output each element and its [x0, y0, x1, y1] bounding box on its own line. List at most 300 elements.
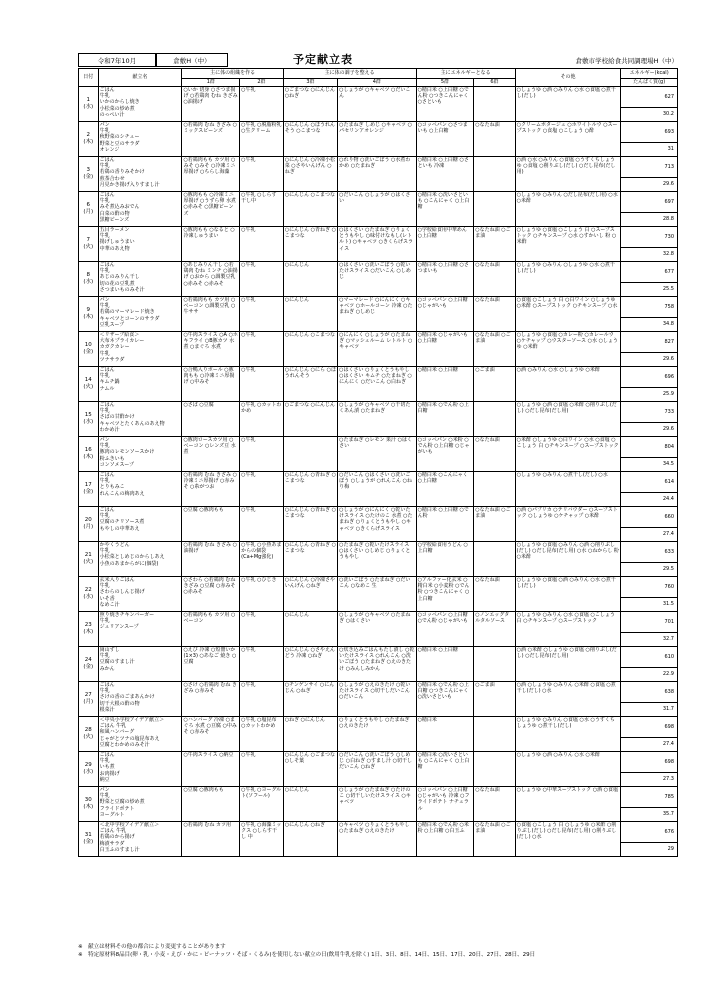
- col-g3b: 6群: [474, 79, 515, 87]
- protein-value: 22.9: [621, 668, 678, 682]
- energy-value: 785: [621, 787, 678, 808]
- food-group-g3: ○にんじん ○青ねぎ ○こまつな: [283, 542, 337, 577]
- weekday: (金): [83, 839, 94, 845]
- dish-name: ジュリアンスープ: [99, 624, 139, 631]
- dish-name: 豚肉のレモンソースかけ: [99, 449, 155, 456]
- food-group-other: ○しょうゆ ○みりん ○煮干し(だし) ○水: [515, 472, 621, 507]
- food-group-g6: ○ノンエッグタルタルソース: [474, 612, 515, 647]
- food-group-g2: ○牛乳 ○小魚あまからの個袋(Ca+Mg強化): [240, 542, 284, 577]
- energy-value: 733: [621, 402, 678, 423]
- food-group-g6: ○なたね油: [474, 437, 515, 472]
- dish-name: 若鶏のから揚げ: [99, 834, 135, 841]
- food-group-g6: [474, 87, 515, 122]
- food-group-g5: ○精白米 ○じゃがいも ○上白糖: [416, 332, 474, 367]
- dish-cell: [98, 87, 182, 122]
- dish-name: ごはん 牛乳: [99, 723, 127, 730]
- day-number: 10: [84, 342, 92, 348]
- weekday: (水): [83, 769, 94, 775]
- dish-cell: [98, 332, 182, 367]
- dish-name: 小魚のあまからがに(個袋): [99, 560, 159, 567]
- food-group-g1: ○若鶏肉 むね きざみ ○ミックスビーンズ: [182, 122, 240, 157]
- food-group-other: ○酒 ○しょうゆ ○みりん ○米酢 ○食塩 ○煮干し(だし) ○水: [515, 682, 621, 717]
- table-row: [79, 472, 678, 493]
- table-row: [79, 437, 678, 458]
- dish-name: 豆乳スープ: [99, 321, 125, 328]
- food-group-g2: ○牛乳: [240, 227, 284, 262]
- food-group-g2: ○牛乳 ○塩昆布 ○カットわかめ: [240, 717, 284, 752]
- col-g1a: 1群: [182, 79, 240, 87]
- food-group-other: ○しょうゆ ○食塩 ○みりん ○酒 ○削りぶし(だし) ○だし昆布(だし用) ○水 ○ねからし 粉 ○米酢: [515, 542, 621, 577]
- day-cell: [79, 577, 99, 612]
- day-number: 29: [84, 762, 92, 768]
- food-group-g4: ○しょうが ○キャベツ ○たまねぎ ○はくさい: [338, 612, 416, 647]
- day-number: 9: [86, 307, 91, 313]
- weekday: (木): [83, 804, 94, 810]
- food-group-g4: ○にんにく ○しょうが ○たまねぎ ○マッシュルーム レトルト ○キャベツ: [338, 332, 416, 367]
- dish-name: 白菜の酢の物: [99, 210, 130, 217]
- day-cell: [79, 402, 99, 437]
- dish-name: 岡山ずし: [99, 647, 120, 653]
- col-dish: 献立名: [98, 69, 182, 87]
- food-group-g2: ○牛乳 ○ヨーグルト(ソフール): [240, 787, 284, 822]
- dish-name: みそ煮込みおでん: [99, 204, 140, 211]
- dish-name: 牛乳: [99, 350, 110, 357]
- dish-name: 牛乳: [99, 618, 110, 625]
- dish-name: 和風ハンバーグ: [99, 729, 135, 736]
- dish-name: ＜北中学校アイデア献立＞: [99, 822, 160, 828]
- protein-value: 31.7: [621, 703, 678, 717]
- food-group-g5: ○精白米 ○でん粉 ○上白糖: [416, 402, 474, 437]
- weekday: (木): [83, 629, 94, 635]
- food-group-g1: ○えび 冷凍 ○短冊いか (1×3) ○あなご 焼き ○豆腐: [182, 647, 240, 682]
- col-protein: たんぱく質(g): [621, 79, 678, 87]
- food-group-g4: ○たまねぎ しめじ ○キャベツ ○パセリンアオレンジ: [338, 122, 416, 157]
- food-group-g3: ○にんじん ○にら ○ほうれんそう: [283, 367, 337, 402]
- dish-name: 野菜と豆腐の炒め煮: [99, 799, 145, 806]
- table-row: [79, 262, 678, 283]
- table-row: [79, 647, 678, 668]
- food-group-g1: ○合鴨入りボール ○豚肉もも ○冷凍ミニ厚揚げ ○中みそ: [182, 367, 240, 402]
- energy-value: 638: [621, 682, 678, 703]
- header: [78, 53, 678, 67]
- protein-value: 25.9: [621, 388, 678, 402]
- day-number: 31: [84, 832, 92, 838]
- energy-value: 698: [621, 752, 678, 773]
- dish-name: 切干大根の酢の物: [99, 700, 140, 707]
- day-cell: [79, 717, 99, 752]
- dish-name: ごはん: [99, 367, 115, 373]
- table-row: [79, 787, 678, 808]
- dish-name: ごはん: [99, 682, 115, 688]
- dish-name: オレンジ: [99, 146, 120, 153]
- dish-name: 玄米入りごはん: [99, 577, 135, 583]
- dish-name: ごはん: [99, 402, 115, 408]
- food-group-g5: ○精白米: [416, 717, 474, 752]
- dish-name: 牛乳: [99, 548, 110, 555]
- dish-name: 牛乳: [99, 268, 110, 275]
- dish-name: わかめ汁: [99, 426, 120, 433]
- weekday: (月): [83, 524, 94, 530]
- energy-value: 677: [621, 262, 678, 283]
- food-group-g1: ○若鶏肉 むね きざみ ○冷凍ミニ厚揚げ ○赤みそ ○糸がつお: [182, 472, 240, 507]
- weekday: (金): [83, 664, 94, 670]
- food-group-g2: ○牛乳 ○しらす 干し中: [240, 192, 284, 227]
- food-group-g1: ○牛肉スライス ○納豆: [182, 752, 240, 787]
- food-group-g2: ○牛乳: [240, 682, 284, 717]
- school-label: 倉敷H（中）: [156, 53, 228, 67]
- day-number: 28: [84, 727, 92, 733]
- food-group-g1: ○さわら ○若鶏肉 むね きざみ ○豆腐 ○赤みそ ○赤みそ: [182, 577, 240, 612]
- food-group-g4: ○はくさい ○たまねぎ ○りょくとうもやし ○味付けなもし(レトルト) ○キャベツ ○きくらげスライス: [338, 227, 416, 262]
- food-group-g2: ○牛乳 ○脱脂粉乳 ○生クリーム: [240, 122, 284, 157]
- dish-name: ツナサラダ: [99, 356, 125, 363]
- table-row: [79, 157, 678, 178]
- dish-name: 牛乳: [99, 688, 110, 695]
- weekday: (月): [83, 209, 94, 215]
- dish-name: 若鶏の香りみそかけ: [99, 169, 145, 176]
- food-group-g4: ○りょくとうもやし ○たまねぎ ○えのきたけ: [338, 717, 416, 752]
- food-group-other: ○酒 ○米酢 ○しょうゆ ○食塩 ○削りぶし(だし) ○だし昆布(だし用): [515, 647, 621, 682]
- dish-name: かやくうどん: [99, 542, 130, 548]
- food-group-g1: ○若鶏肉 むね きざみ ○油揚げ: [182, 542, 240, 577]
- dish-name: さわらのしんじ揚げ: [99, 589, 145, 596]
- dish-name: 牛乳: [99, 793, 110, 800]
- dish-name: 納豆: [99, 776, 110, 783]
- dish-cell: [98, 612, 182, 647]
- food-group-g4: ○だいこん ○はくさい ○洗いごぼう ○しょうが ○れんこん ○ねり梅: [338, 472, 416, 507]
- day-number: 22: [84, 587, 92, 593]
- food-group-g6: [474, 192, 515, 227]
- food-group-g3: ○にんじん ○青ねぎ ○こまつな: [283, 472, 337, 507]
- day-cell: [79, 192, 99, 227]
- col-group3: 主にエネルギーとなる: [416, 69, 515, 79]
- day-cell: [79, 472, 99, 507]
- food-group-g3: ○にんじん ○ねぎ: [283, 822, 337, 857]
- food-group-g4: ○しょうが ○にんにく ○乾いたけスライス ○たけのこ 水煮 ○たまねぎ ○りょくとうもやし ○キャベツ ○きくらげスライス: [338, 507, 416, 542]
- day-number: 7: [86, 237, 91, 243]
- weekday: (水): [83, 104, 94, 110]
- food-group-g4: ○しょうが ○えのきたけ ○乾いたけスライス ○切干しだいこん ○だいこん: [338, 682, 416, 717]
- weekday: (金): [83, 349, 94, 355]
- table-row: [79, 542, 678, 563]
- table-row: [79, 682, 678, 703]
- protein-value: 29: [621, 843, 678, 857]
- food-group-other: ○しょうゆ ○食塩 ○酒 ○みりん ○水 ○煮干し(だし): [515, 577, 621, 612]
- food-group-g5: ○精白米 ○こんにゃく ○上白糖: [416, 472, 474, 507]
- protein-value: 27.3: [621, 773, 678, 787]
- table-row: [79, 87, 678, 108]
- dish-name: さけの香のごまあんかけ: [99, 694, 155, 701]
- food-group-g5: ○精白米 ○上白糖 ○さつまいも: [416, 262, 474, 297]
- day-cell: [79, 157, 99, 192]
- menu-table: [78, 68, 678, 857]
- energy-value: 804: [621, 437, 678, 458]
- food-group-g3: ○にんじん ○こまつな: [283, 192, 337, 227]
- dish-name: みかん: [99, 665, 115, 672]
- dish-name: ごはん: [99, 87, 115, 93]
- protein-value: 24.4: [621, 493, 678, 507]
- col-group2: 主に体の調子を整える: [283, 69, 416, 79]
- food-group-g4: ○れり物 ○洗いごぼう ○水煮わかめ ○たまねぎ: [338, 157, 416, 192]
- food-group-g5: ○コッペパン ○上白糖 ○でん粉 ○じゃがいも: [416, 612, 474, 647]
- col-other: その他: [515, 69, 621, 87]
- food-group-g2: ○牛乳: [240, 367, 284, 402]
- protein-value: 29.6: [621, 423, 678, 437]
- food-group-g5: ○コッペパン ○米粉 ○でん粉 ○上白糖 ○じゃがいも: [416, 437, 474, 472]
- col-g2b: 4群: [338, 79, 416, 87]
- food-group-g1: ○あじみりん干し ○若鶏肉 むね ミンチ ○油揚げ ○おから ○調製豆乳 ○赤みそ ○赤みそ: [182, 262, 240, 297]
- food-group-g2: ○牛乳 ○ひじき: [240, 577, 284, 612]
- dish-name: 五目ラーメン: [99, 227, 130, 233]
- col-g3a: 5群: [416, 79, 474, 87]
- food-group-other: ○しょうゆ ○みりん ○水 ○食塩 ○こしょう 白 ○チキンスープ ○スープストック: [515, 612, 621, 647]
- food-group-other: ○米酢 ○しょうゆ ○白ワイン ○水 ○食塩 ○こしょう 白 ○チキンスープ ○スープストック: [515, 437, 621, 472]
- day-number: 2: [86, 132, 91, 138]
- protein-value: 29.6: [621, 353, 678, 367]
- day-number: 27: [84, 692, 92, 698]
- day-number: 8: [86, 272, 91, 278]
- food-group-g3: [283, 437, 337, 472]
- food-group-g3: ○にんじん ○ごまつな ○しそ葉: [283, 752, 337, 787]
- protein-value: 28.8: [621, 213, 678, 227]
- weekday: (木): [83, 314, 94, 320]
- protein-value: 32.7: [621, 633, 678, 647]
- dish-name: 豆腐とわかめのみそ汁: [99, 741, 150, 748]
- food-group-g5: ○精白米 ○でん粉 ○上白糖 ○つきこんにゃく ○洗いさといも: [416, 682, 474, 717]
- weekday: (火): [83, 734, 94, 740]
- food-group-g6: ○なたね油 ○ごま油: [474, 332, 515, 367]
- day-number: 30: [84, 797, 92, 803]
- table-row: [79, 577, 678, 598]
- weekday: (火): [83, 559, 94, 565]
- food-group-g4: ○たまねぎ ○レモン 果汁 ○はくさい: [338, 437, 416, 472]
- food-group-g4: ○だいこん ○しょうが ○はくさい: [338, 192, 416, 227]
- food-group-other: ○酒 ○水 ○みりん ○食塩 ○うすくちしょうゆ ○食塩 ○削りぶし(だし) ○だし昆布(だし用): [515, 157, 621, 192]
- food-group-g6: ○なたね油 ○ごま油: [474, 507, 515, 542]
- dish-name: 切の花の豆乳煮: [99, 280, 135, 287]
- protein-value: 34.5: [621, 458, 678, 472]
- weekday: (水): [83, 419, 94, 425]
- issuer-label: 倉敷市学校給食共同調理場H（中）: [575, 57, 678, 65]
- col-day: 日付: [79, 69, 99, 87]
- food-group-g1: ○豆腐 ○豚肉もも: [182, 507, 240, 542]
- energy-value: 713: [621, 157, 678, 178]
- energy-value: 610: [621, 647, 678, 668]
- dish-name: 小松菜の炒め煮: [99, 105, 135, 112]
- table-row: [79, 297, 678, 318]
- day-number: 14: [84, 377, 92, 383]
- weekday: (火): [83, 384, 94, 390]
- dish-name: 白玉ふのすまし汁: [99, 846, 140, 853]
- weekday: (木): [83, 454, 94, 460]
- food-group-g5: ○学校給食用中華めん ○上白糖: [416, 227, 474, 262]
- energy-value: 698: [621, 717, 678, 738]
- dish-name: お肉揚げ: [99, 770, 120, 777]
- dish-name: キャベツとたくあんのあえ物: [99, 420, 165, 427]
- food-group-g3: ○ごまつな ○にんじん ○ねぎ: [283, 87, 337, 122]
- dish-cell: [98, 752, 182, 787]
- food-group-g5: ○コッペパン ○上白糖 ○じゃがいも: [416, 297, 474, 332]
- dish-name: 若鶏のマーマレード焼き: [99, 309, 155, 316]
- food-group-g1: ○さけ ○若鶏肉 むね きざみ ○赤みそ: [182, 682, 240, 717]
- dish-name: 牛乳: [99, 233, 110, 240]
- food-group-other: ○しょうゆ ○酒 ○食塩 ○米酢 ○削りぶし(だし) ○だし昆布(だし用): [515, 402, 621, 437]
- dish-name: パン: [99, 437, 110, 443]
- food-group-g5: ○精白米 ○上白糖: [416, 647, 474, 682]
- energy-value: 696: [621, 367, 678, 388]
- food-group-g1: ○さば ○豆腐: [182, 402, 240, 437]
- day-number: 15: [84, 412, 92, 418]
- food-group-g4: ○しょうが ○キャベツ ○だいこん: [338, 87, 416, 122]
- dish-name: キャベツとコーンのサラダ: [99, 315, 160, 322]
- dish-cell: [98, 682, 182, 717]
- weekday: (金): [83, 174, 94, 180]
- energy-value: 676: [621, 822, 678, 843]
- food-group-g6: ○なたね油: [474, 297, 515, 332]
- protein-value: 32.8: [621, 248, 678, 262]
- food-group-g1: ○豚肉もも ○冷凍ミニ厚揚げ ○うずら卵 水煮 ○赤みそ ○黒糖ビーンズ: [182, 192, 240, 227]
- dish-cell: [98, 402, 182, 437]
- dish-name: 揚げしゅうまい: [99, 239, 135, 246]
- food-group-g6: ○ごま油: [474, 682, 515, 717]
- food-group-g6: ○なたね油 ○ごま油: [474, 822, 515, 857]
- dish-name: 牛乳: [99, 373, 110, 380]
- day-number: 23: [84, 622, 92, 628]
- dish-name: なめこ汁: [99, 601, 120, 608]
- protein-value: 30.2: [621, 108, 678, 122]
- dish-name: 牛乳: [99, 583, 110, 590]
- dish-name: ごはん: [99, 262, 115, 268]
- food-group-g3: ○にんじん ○さやえんどう 冷凍 ○ねぎ: [283, 647, 337, 682]
- food-group-g6: [474, 402, 515, 437]
- dish-name: 牛乳: [99, 93, 110, 100]
- energy-value: 633: [621, 542, 678, 563]
- dish-name: れんこんの梅肉あえ: [99, 490, 145, 497]
- food-group-g3: ○にんじん ○青ねぎ ○こまつな: [283, 227, 337, 262]
- food-group-g3: ○ごまつな ○にんじん: [283, 402, 337, 437]
- protein-value: 27.4: [621, 738, 678, 752]
- food-group-g2: ○牛乳: [240, 262, 284, 297]
- food-group-g5: ○精白米 ○上白糖 ○でん粉: [416, 507, 474, 542]
- food-group-g2: ○牛乳: [240, 472, 284, 507]
- food-group-g5: ○学校給食用うどん ○上白糖: [416, 542, 474, 577]
- food-group-g3: ○にんじん ○こまつな: [283, 332, 337, 367]
- dish-name: 牛乳: [99, 303, 110, 310]
- dish-name: もやしの中華あえ: [99, 525, 140, 532]
- protein-value: 35.7: [621, 808, 678, 822]
- dish-name: 牛乳: [99, 443, 110, 450]
- dish-name: ごはん: [99, 192, 115, 198]
- dish-name: いそ香: [99, 595, 115, 602]
- day-cell: [79, 787, 99, 822]
- food-group-g4: ○キャベツ ○りょくとうもやし ○たまねぎ ○えのきたけ: [338, 822, 416, 857]
- energy-value: 693: [621, 122, 678, 143]
- food-group-other: ○しょうゆ ○みりん ○だし昆布(だし用) ○水 ○米酢: [515, 192, 621, 227]
- food-group-g2: ○牛乳: [240, 752, 284, 787]
- dish-cell: [98, 822, 182, 857]
- food-group-other: ○食塩 ○こしょう 白 ○白ワイン ○しょうゆ ○米酢 ○スープストック ○チキンスープ ○水: [515, 297, 621, 332]
- food-group-g1: ○豆腐 ○豚肉もも: [182, 787, 240, 822]
- day-number: 3: [86, 167, 91, 173]
- table-row: [79, 822, 678, 843]
- dish-cell: [98, 542, 182, 577]
- dish-name: ごはん: [99, 472, 115, 478]
- energy-value: 614: [621, 472, 678, 493]
- weekday: (月): [83, 699, 94, 705]
- dish-name: ＜リザーブ給食＞: [99, 332, 140, 338]
- dish-name: とりもみこ: [99, 484, 125, 491]
- food-group-g2: ○牛乳: [240, 612, 284, 647]
- dish-name: 月見かき揚げ入りすまし汁: [99, 181, 160, 188]
- food-group-g4: ○炊き込みごはんもたし漬し ○乾いたけスライス ○れんこん ○洗いごぼう ○たまねぎ ○えのきたけ ○みんしみかん: [338, 647, 416, 682]
- energy-value: 760: [621, 577, 678, 598]
- page-title: 予定献立表: [293, 53, 353, 66]
- food-group-g5: ○精白米 ○洗いさといも ○こんにゃく ○上白糖: [416, 192, 474, 227]
- food-group-other: ○食塩 ○こしょう 白 ○しょうゆ ○米酢 ○削りぶし(だし) ○だし昆布(だし用) ○削りぶし(だし) ○水: [515, 822, 621, 857]
- weekday: (水): [83, 279, 94, 285]
- dish-name: パン: [99, 122, 110, 128]
- food-group-g2: ○牛乳: [240, 87, 284, 122]
- table-row: [79, 227, 678, 248]
- food-group-g2: ○牛乳: [240, 507, 284, 542]
- food-group-g3: ○にんじん: [283, 297, 337, 332]
- dish-name: 梅漬サラダ: [99, 840, 125, 847]
- food-group-g3: ○にんじん: [283, 262, 337, 297]
- food-group-g5: ○アルファー化玄米 ○精白米 ○小麦粉 ○でん粉 ○つきこんにゃく ○上白糖: [416, 577, 474, 612]
- food-group-other: ○しょうゆ ○食塩 ○こしょう 白 ○スープストック ○チキンスープ ○水 ○すかいし 粉 ○米酢: [515, 227, 621, 262]
- food-group-g3: ○ねぎ ○にんじん: [283, 717, 337, 752]
- food-group-g4: ○しょうが ○キャベツ ○干切たくあん漬 ○たまねぎ: [338, 402, 416, 437]
- dish-cell: [98, 577, 182, 612]
- food-group-g5: ○コッペパン ○上白糖 ○じゃがいも 冷凍 ○フライドポテト ナチュラル: [416, 787, 474, 822]
- food-group-other: ○しょうゆ ○食塩 ○カレー粉 ○カレールウ ○ケチャップ ○ウスターソース ○水 ○しょうゆ ○米酢: [515, 332, 621, 367]
- food-group-other: ○しょうゆ ○酒 ○みりん ○水 ○米酢: [515, 752, 621, 787]
- day-cell: [79, 647, 99, 682]
- table-row: [79, 507, 678, 528]
- food-group-g4: ○はくさい ○洗いごぼう ○乾いたけスライス ○だいこん ○しめじ: [338, 262, 416, 297]
- day-cell: [79, 507, 99, 542]
- protein-value: 31: [621, 143, 678, 157]
- dish-name: 根菜汁: [99, 706, 115, 713]
- weekday: (木): [83, 139, 94, 145]
- dish-name: 中華のあえ物: [99, 245, 130, 252]
- dish-name: 粉ふきいも: [99, 455, 125, 462]
- dish-name: 豆腐のすまし汁: [99, 659, 135, 666]
- food-group-g6: ○なたね油: [474, 577, 515, 612]
- energy-value: 697: [621, 192, 678, 213]
- dish-name: いかのからし焼き: [99, 99, 140, 106]
- day-number: 17: [84, 482, 92, 488]
- food-group-g5: ○コッペパン ○さつまいも ○上白糖: [416, 122, 474, 157]
- table-row: [79, 752, 678, 773]
- dish-name: 小松菜としめじのからしあえ: [99, 554, 165, 561]
- weekday: (水): [83, 594, 94, 600]
- food-group-g1: ○若鶏肉もも カツ用 ○ベーコン ○調製豆乳 ○牛ササ: [182, 297, 240, 332]
- month-label: 令和7年10月: [78, 53, 156, 67]
- food-group-other: ○しょうゆ ○みりん ○食塩 ○水 ○うすくちしょうゆ ○煮干し(だし): [515, 717, 621, 752]
- dish-name: ＜中央小学校アイデア献立＞: [99, 717, 165, 723]
- food-group-g5: ○精白米 ○でん粉 ○米粉 ○上白糖 ○白玉ふ: [416, 822, 474, 857]
- dish-name: 照り焼きチキンバーガー: [99, 612, 155, 618]
- food-group-g1: ○いか 切身 ○さつま揚げ ○若鶏肉 むね きざみ ○油揚げ: [182, 87, 240, 122]
- food-group-g3: ○にんじん ○冷凍小松菜 ○さやいんげん ○ねぎ: [283, 157, 337, 192]
- food-group-g6: [474, 542, 515, 577]
- food-group-g6: [474, 472, 515, 507]
- protein-value: 27.4: [621, 528, 678, 542]
- food-group-g6: ○なたね油: [474, 122, 515, 157]
- dish-name: じゃがとツナの塩昆布あえ: [99, 735, 160, 742]
- dish-name: 牛乳: [99, 198, 110, 205]
